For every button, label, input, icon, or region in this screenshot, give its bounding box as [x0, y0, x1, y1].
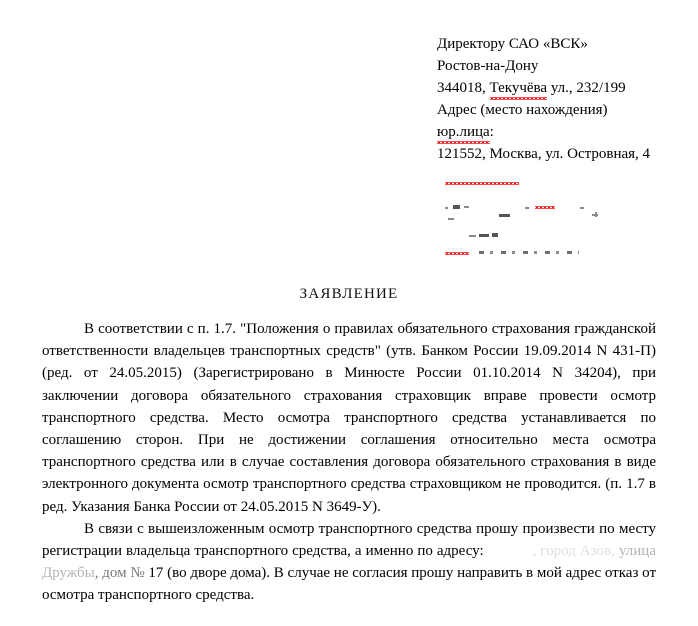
addressee-postal-code: 344018,: [437, 80, 490, 96]
addressee-line-legal-entity: [437, 121, 692, 143]
addressee-block: [437, 33, 692, 165]
paragraph-inspection-request: [42, 518, 656, 607]
misspelled-word-yurlitsa: юр.лица: [437, 121, 490, 143]
ink-fragment: [580, 207, 584, 209]
addressee-line-organization: Директору САО «ВСК»: [437, 36, 588, 52]
ink-fragment: [453, 205, 460, 209]
spellcheck-mark-bottom: [445, 252, 469, 255]
page-title: ЗАЯВЛЕНИЕ: [299, 286, 399, 302]
ink-fragment: [492, 233, 498, 237]
redacted-street: улица Дружбы: [42, 543, 656, 582]
request-text-before: В связи с вышеизложенным осмотр транспортного средства прошу произвести по месту регистрации владельца транспортного средства, а именно по адресу:: [42, 520, 656, 560]
misspelled-word-tekucheva: Текучёва: [490, 77, 548, 99]
addressee-line-city: Ростов-на-Дону: [437, 58, 539, 74]
addressee-line-address-label: Адрес (место нахождения): [437, 102, 608, 118]
ink-fragment: [595, 212, 597, 217]
redacted-postal-code: [488, 543, 533, 559]
request-text-after: 17 (во дворе дома). В случае не согласия прошу направить в мой адрес отказ от осмотра транспортного средства.: [42, 565, 656, 604]
ink-fragment: [445, 207, 448, 209]
addressee-line-legal-address: 121552, Москва, ул. Островная, 4: [437, 146, 651, 162]
redacted-city: , город Азов,: [532, 543, 619, 560]
spellcheck-mark-top: [445, 182, 519, 185]
ink-fragment: [464, 206, 469, 208]
ink-fragment: [448, 218, 454, 220]
addressee-line-street: [437, 77, 692, 99]
document-body: [42, 318, 656, 607]
ink-fragment: [525, 207, 529, 209]
redacted-personal-data-block: [437, 176, 687, 258]
paragraph-legal-basis: В соответствии с п. 1.7. "Положения о правилах обязательного страхования гражданской ответственности владельцев транспортных средств" (утв. Банком России 19.09.2014 N 431-П) (ред. от 24.05.2015) (Зарегистрировано в Минюсте России 01.10.2014 N 34204), при заключении договора обязательного страхования страховщик вправе провести осмотр транспортного средства. Место осмотра транспортного средства устанавливается по соглашению сторон. При не достижении соглашения относительно места осмотра транспортного средства или в случае составления договора обязательного страхования в виде электронного документа осмотр транспортного средства страховщиком не проводится. (п. 1.7 в ред. Указания Банка России от 24.05.2015 N 3649-У).: [42, 321, 656, 515]
ink-fragment: [479, 234, 489, 237]
ink-fragment: [469, 235, 476, 237]
addressee-street-suffix: ул., 232/199: [547, 80, 626, 96]
ink-fragment: [499, 214, 510, 217]
legal-entity-colon: :: [489, 124, 494, 140]
redacted-house-label: , дом №: [94, 565, 149, 582]
ink-fragment-row: [479, 251, 579, 254]
spellcheck-mark-middle: [535, 206, 555, 209]
